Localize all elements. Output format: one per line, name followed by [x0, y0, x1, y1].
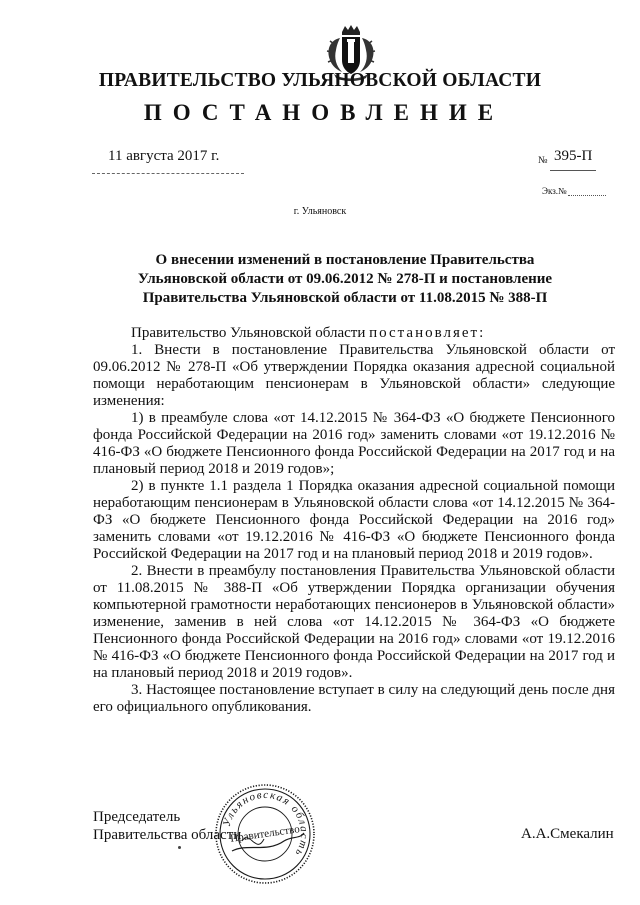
body-paragraph: 2) в пункте 1.1 раздела 1 Порядка оказания адресной социальной помощи неработающим пенсионерам в Ульяновской области слова «от 14.12.2015 № 364-ФЗ «О бюджете Пенсионного фонда Российской Федерации на 2016 год» заменить словами «от 19.12.2016 № 416-ФЗ «О бюджете Пенсионного фонда Российской Федерации на 2017 год и на плановый период 2018 и 2019 годов».: [93, 478, 615, 562]
body-paragraph: 1. Внести в постановление Правительства Ульяновской области от 09.06.2012 № 278-П «Об утверждении Порядка оказания адресной социальной помощи неработающим пенсионерам в Ульяновской области» следующие изменения:: [93, 342, 615, 409]
intro-paragraph: [93, 325, 615, 342]
signer-name: А.А.Смекалин: [521, 826, 614, 842]
government-title: ПРАВИТЕЛЬСТВО УЛЬЯНОВСКОЙ ОБЛАСТИ: [98, 70, 542, 91]
document-heading: О внесении изменений в постановление Правительства Ульяновской области от 09.06.2012 № 278-П и постановление Правительства Ульяновской области от 11.08.2015 № 388-П: [137, 252, 553, 306]
official-seal-icon: [212, 781, 318, 887]
number-underline: [550, 170, 596, 171]
copy-number-label: Экз.№: [542, 186, 567, 196]
body-paragraph: 3. Настоящее постановление вступает в силу на следующий день после дня его официального опубликования.: [93, 682, 615, 715]
document-body: [93, 325, 615, 716]
seal-center-text: Правительство: [229, 823, 301, 845]
document-number: 395-П: [554, 148, 593, 164]
copy-number-line: [568, 195, 606, 196]
intro-resolves: постановляет:: [369, 325, 486, 341]
document-city: г. Ульяновск: [293, 206, 347, 217]
body-paragraph: 1) в преамбуле слова «от 14.12.2015 № 364-ФЗ «О бюджете Пенсионного фонда Российской Федерации на 2016 год» заменить словами «от 19.12.2016 № 416-ФЗ «О бюджете Пенсионного фонда Российской Федерации на 2017 год и на плановый период 2018 и 2019 годов»;: [93, 410, 615, 477]
document-type: ПОСТАНОВЛЕНИЕ: [143, 100, 505, 125]
signer-role-line: Председатель: [93, 809, 181, 825]
number-prefix: №: [538, 155, 548, 166]
body-paragraph: 2. Внести в преамбулу постановления Правительства Ульяновской области от 11.08.2015 № 388-П «Об утверждении Порядка организации обучения компьютерной грамотности неработающих пенсионеров в Ульяновской области» изменение, заменив в ней слова «от 14.12.2015 № 364-ФЗ «О бюджете Пенсионного фонда Российской Федерации на 2016 год» словами «от 19.12.2016 № 416-ФЗ «О бюджете Пенсионного фонда Российской Федерации на 2017 год и на плановый период 2018 и 2019 годов».: [93, 563, 615, 681]
date-underline: [92, 173, 244, 174]
intro-lead: Правительство Ульяновской области: [131, 325, 366, 341]
ink-dot: [178, 846, 181, 849]
seal-ring-text: Ульяновская область: [220, 788, 311, 860]
signer-role-line: Правительства области: [93, 827, 242, 843]
document-date: 11 августа 2017 г.: [108, 148, 220, 164]
